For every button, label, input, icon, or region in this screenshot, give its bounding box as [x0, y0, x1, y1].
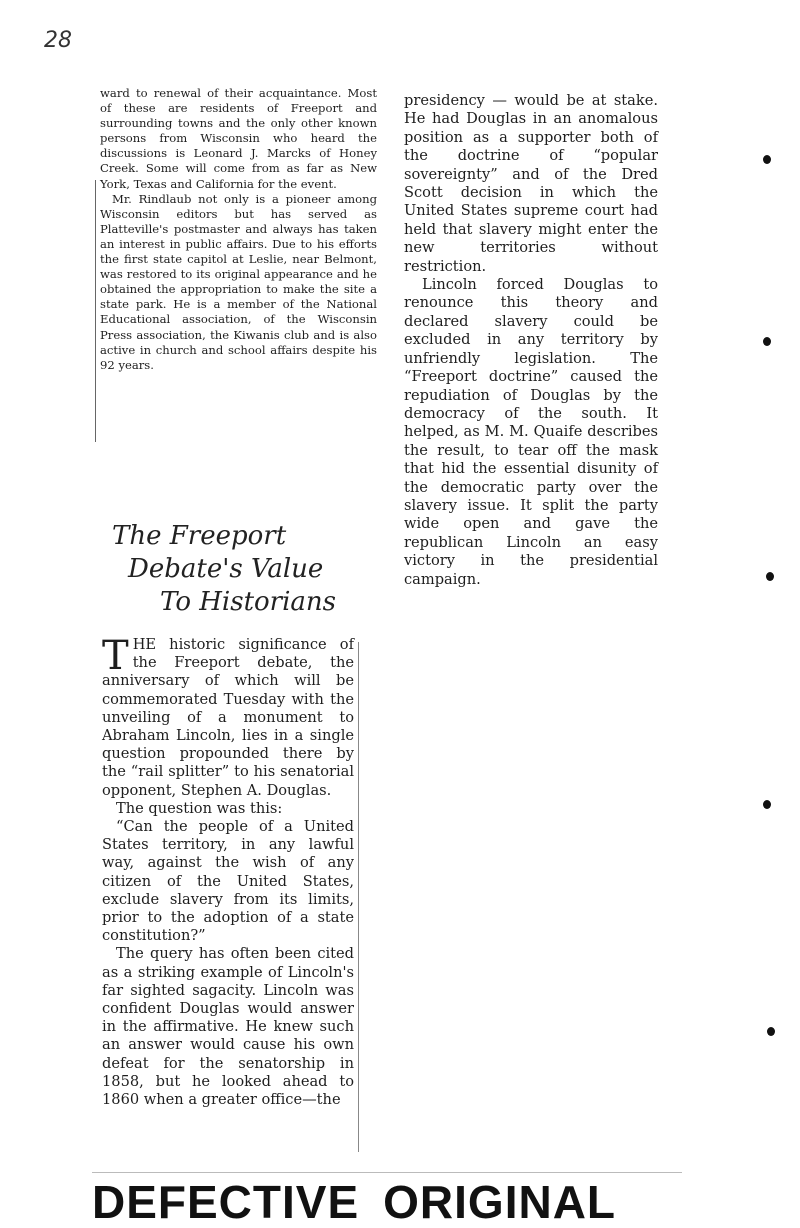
headline-line: The Freeport	[112, 521, 287, 551]
binder-hole-mark	[763, 155, 771, 164]
paragraph: Mr. Rindlaub not only is a pioneer among Wisconsin editors but has served as Platteville's postmaster and always has taken an interest in public affairs. Due to his efforts the first state capitol at Leslie, near Belmont, was restored to its original appearance and he obtained the appropriation to make the site a state park. He is a member of the National Educational association, of the Wisconsin Press association, the Kiwanis club and is also active in church and school affairs despite his 92 years.	[100, 191, 377, 372]
paragraph: The query has often been cited as a striking example of Lincoln's far sighted sagacity. Lincoln was confident Douglas would answer in the affirmative. He knew such an answer would cause his own defeat for the senatorship in 1858, but he looked ahead to 1860 when a greater office—the	[102, 945, 354, 1109]
binder-hole-mark	[767, 1027, 775, 1036]
headline-line: Debate's Value	[128, 554, 324, 584]
lead-paragraph	[102, 633, 354, 800]
left-column-body	[102, 633, 354, 1109]
article-headline	[100, 520, 370, 619]
left-column-top	[100, 86, 377, 373]
column-rule-body	[358, 642, 359, 1152]
drop-cap: T	[102, 633, 129, 679]
headline-line: To Historians	[160, 587, 337, 617]
stamp-rule	[92, 1172, 682, 1173]
binder-hole-mark	[763, 800, 771, 809]
stamp-word: ORIGINAL	[383, 1176, 617, 1228]
paragraph: Lincoln forced Douglas to renounce this theory and declared slavery could be excluded in any territory by unfriendly legislation. The “Freeport doctrine” caused the repudiation of Douglas by the democracy of the south. It helped, as M. M. Quaife describes the result, to tear off the mask that hid the essential disunity of the democratic party over the slavery issue. It split the party wide open and gave the republican Lincoln an easy victory in the presidential campaign.	[404, 276, 658, 588]
paragraph: The question was this:	[116, 799, 283, 817]
paragraph: presidency — would be at stake. He had Douglas in an anomalous position as a supporter both of the doctrine of “popular sovereignty” and of the Dred Scott decision in which the United States supreme court had held that slavery might enter the new territories without restriction.	[404, 92, 658, 275]
lead-text: HE historic significance of the Freeport debate, the anniversary of which will be commemorated Tuesday with the unveiling of a monument to Abraham Lincoln, lies in a single question propounded there by the “rail splitter” to his senatorial opponent, Stephen A. Douglas.	[102, 636, 354, 799]
right-column	[404, 92, 658, 589]
page-number: 28	[44, 28, 72, 53]
defective-original-stamp	[92, 1176, 692, 1228]
stamp-word: DEFECTIVE	[92, 1176, 360, 1228]
paragraph: ward to renewal of their acquaintance. Most of these are residents of Freeport and surrounding towns and the only other known persons from Wisconsin who heard the discussions is Leonard J. Marcks of Honey Creek. Some will come from as far as New York, Texas and California for the event.	[100, 86, 377, 191]
paragraph: “Can the people of a United States territory, in any lawful way, against the wish of any citizen of the United States, exclude slavery from its limits, prior to the adoption of a state constitution?”	[102, 818, 354, 945]
binder-hole-mark	[763, 337, 771, 346]
binder-hole-mark	[766, 572, 774, 581]
column-rule-top	[95, 180, 96, 442]
